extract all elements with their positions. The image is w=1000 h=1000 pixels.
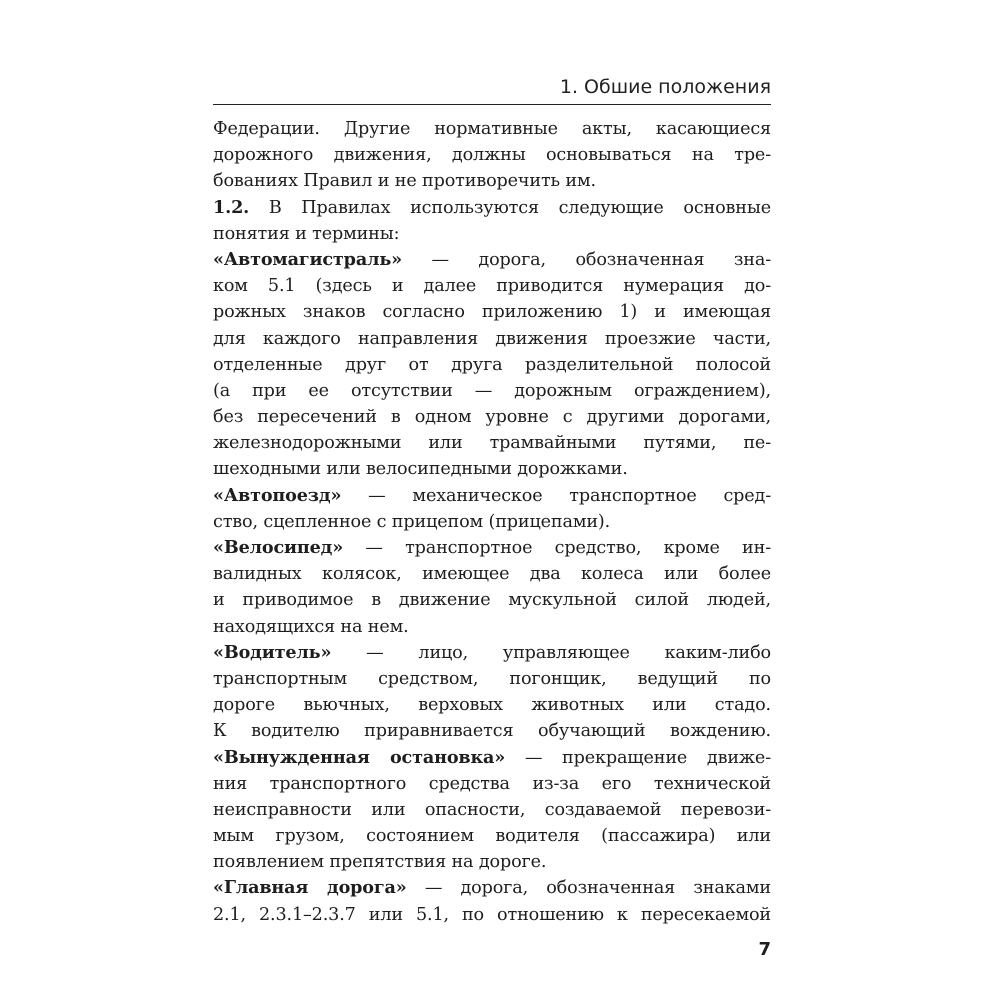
text-run: валидных колясок, имеющее два колеса или более	[213, 564, 771, 585]
text-run: железнодорожными или трамвайными путями, пе-	[213, 433, 771, 454]
text-line	[213, 535, 771, 561]
book-page	[213, 70, 771, 960]
text-line	[213, 614, 771, 640]
text-run: (а при ее отсутствии — дорожным ограждением),	[213, 380, 771, 401]
text-line	[213, 509, 771, 535]
text-run: понятия и термины:	[213, 223, 400, 244]
header-rule	[213, 104, 771, 105]
text-run: появлением препятствия на дороге.	[213, 852, 547, 873]
text-line	[213, 273, 771, 299]
text-line	[213, 875, 771, 901]
text-run: для каждого направления движения проезжие части,	[213, 328, 771, 349]
text-run: шеходными или велосипедными дорожками.	[213, 459, 628, 480]
text-line	[213, 116, 771, 142]
text-line	[213, 745, 771, 771]
text-run: ком 5.1 (здесь и далее приводится нумерация до-	[213, 276, 771, 297]
term-heading: «Автопоезд»	[213, 484, 342, 506]
text-line	[213, 666, 771, 692]
text-line	[213, 692, 771, 718]
text-line	[213, 849, 771, 875]
text-run: В Правилах используются следующие основные	[249, 197, 771, 218]
text-line	[213, 640, 771, 666]
page-number: 7	[758, 939, 771, 960]
text-line	[213, 561, 771, 587]
text-run: мым грузом, состоянием водителя (пассажира) или	[213, 826, 771, 847]
text-line	[213, 195, 771, 221]
term-heading: 1.2.	[213, 196, 250, 218]
text-run: — механическое транспортное сред-	[341, 485, 771, 506]
text-line	[213, 378, 771, 404]
text-line	[213, 587, 771, 613]
text-line	[213, 456, 771, 482]
term-heading: «Автомагистраль»	[213, 248, 402, 270]
term-heading: «Велосипед»	[213, 537, 344, 558]
text-run: ния транспортного средства из-за его технической	[213, 773, 771, 794]
text-run: дорожного движения, должны основываться на тре-	[213, 145, 771, 166]
text-line	[213, 797, 771, 823]
text-run: — дорога, обозначенная знаками	[406, 878, 771, 899]
term-heading: «Водитель»	[213, 641, 332, 663]
text-line	[213, 823, 771, 849]
text-line	[213, 352, 771, 378]
running-header: 1. Обшие положения	[559, 76, 771, 98]
text-run: — дорога, обозначенная зна-	[401, 249, 771, 270]
text-line	[213, 168, 771, 194]
text-run: — лицо, управляющее каким-либо	[331, 642, 771, 663]
text-line	[213, 404, 771, 430]
text-run: — транспортное средство, кроме ин-	[343, 538, 771, 558]
text-line	[213, 771, 771, 797]
text-run: без пересечений в одном уровне с другими дорогами,	[213, 407, 771, 428]
text-run: ство, сцепленное с прицепом (прицепами).	[213, 511, 611, 532]
text-run: отделенные друг от друга разделительной полосой	[213, 354, 771, 375]
text-run: бованиях Правил и не противоречить им.	[213, 171, 596, 192]
text-run: и приводимое в движение мускульной силой людей,	[213, 590, 771, 611]
text-line	[213, 483, 771, 509]
term-heading: «Вынужденная остановка»	[213, 746, 506, 768]
text-run: неисправности или опасности, создаваемой перевози-	[213, 799, 771, 820]
text-line	[213, 299, 771, 325]
text-line	[213, 221, 771, 247]
term-heading: «Главная дорога»	[213, 877, 407, 899]
text-line	[213, 326, 771, 352]
text-line	[213, 430, 771, 456]
text-line	[213, 247, 771, 273]
text-run: К водителю приравнивается обучающий вождению.	[213, 721, 771, 742]
text-run: Федерации. Другие нормативные акты, касающиеся	[213, 119, 771, 139]
text-run: находящихся на нем.	[213, 616, 409, 637]
body-text	[213, 116, 771, 928]
text-run: транспортным средством, погонщик, ведущий по	[213, 668, 771, 689]
text-run: рожных знаков согласно приложению 1) и имеющая	[213, 302, 771, 323]
text-run: дороге вьючных, верховых животных или стадо.	[213, 695, 771, 716]
text-run: — прекращение движе-	[505, 747, 771, 768]
text-line	[213, 142, 771, 168]
text-run: 2.1, 2.3.1–2.3.7 или 5.1, по отношению к пересекаемой	[213, 904, 771, 925]
text-line	[213, 902, 771, 928]
text-line	[213, 718, 771, 744]
